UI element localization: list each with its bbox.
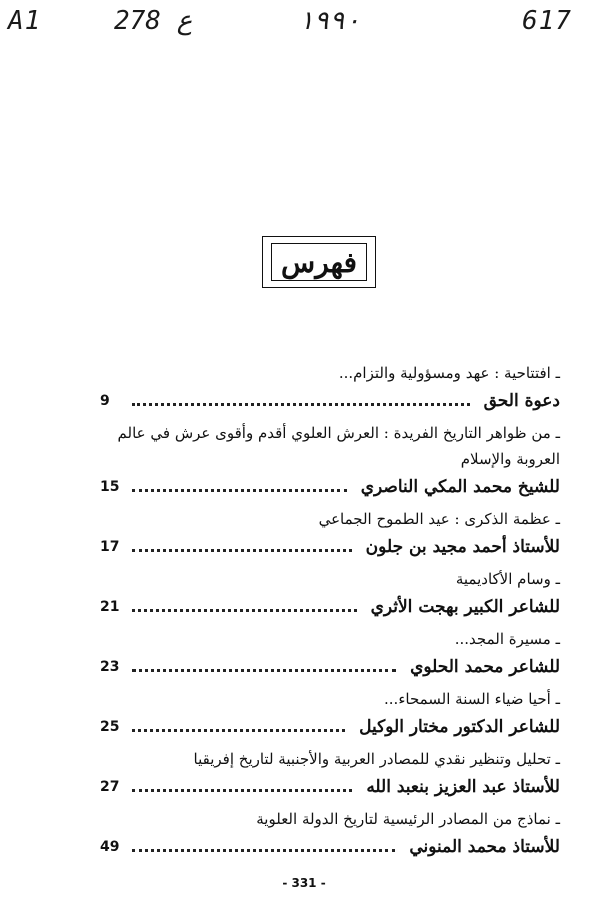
toc-entry-page: 25 — [100, 719, 120, 735]
toc-entry-page: 49 — [100, 839, 120, 855]
toc-entry-page: 21 — [100, 599, 120, 615]
toc-entry-description: ـ مسيرة المجد... — [454, 630, 560, 648]
toc-entry-description: ـ وسام الأكاديمية — [455, 570, 560, 588]
table-of-contents — [100, 360, 560, 862]
toc-entry-author: للأستاذ عبد العزيز بنعبد الله — [366, 777, 560, 797]
leader-dots — [132, 599, 357, 612]
leader-dots — [132, 719, 345, 732]
page-number-footer: - 331 - — [282, 876, 326, 890]
toc-entry-author: للشيخ محمد المكي الناصري — [360, 477, 560, 497]
toc-entry — [100, 420, 560, 502]
toc-entry-description: ـ أحيا ضياء السنة السمحاء... — [384, 690, 560, 708]
toc-entry-page: 15 — [100, 479, 120, 495]
toc-entry — [100, 746, 560, 802]
leader-dots — [132, 659, 396, 672]
toc-entry-author: للشاعر محمد الحلوي — [410, 657, 560, 677]
toc-entry-description: ـ من ظواهر التاريخ الفريدة : العرش العلوي أقدم وأقوى عرش في عالم العروبة والإسلام — [117, 424, 560, 468]
toc-entry — [100, 626, 560, 682]
toc-entry — [100, 686, 560, 742]
toc-entry-author: دعوة الحق — [483, 391, 560, 411]
leader-dots — [132, 779, 352, 792]
toc-entry-author: للأستاذ أحمد مجيد بن جلون — [365, 537, 560, 557]
toc-entry-author-line — [100, 832, 560, 862]
toc-entry — [100, 566, 560, 622]
title-frame — [262, 236, 376, 288]
toc-entry-description: ـ عظمة الذكرى : عيد الطموح الجماعي — [318, 510, 560, 528]
handwritten-code: 278 ع — [114, 6, 193, 36]
toc-entry-author-line — [100, 592, 560, 622]
toc-entry-description: ـ افتتاحية : عهد ومسؤولية والتزام... — [338, 364, 560, 382]
toc-entry-author-line — [100, 712, 560, 742]
toc-entry-author: للشاعر الدكتور مختار الوكيل — [359, 717, 560, 737]
toc-entry-author: للشاعر الكبير بهجت الأثري — [370, 597, 560, 617]
toc-entry-description: ـ تحليل وتنظير نقدي للمصادر العربية والأجنبية لتاريخ إفريقيا — [193, 750, 560, 768]
toc-entry-page: 23 — [100, 659, 120, 675]
toc-entry-author-line — [100, 532, 560, 562]
handwritten-year: ١٩٩٠ — [298, 6, 361, 36]
toc-entry-author-line — [100, 652, 560, 682]
handwritten-mark-left: A1 — [8, 6, 42, 36]
toc-entry — [100, 806, 560, 862]
leader-dots — [132, 393, 470, 406]
toc-entry-author-line — [100, 772, 560, 802]
toc-entry-author-line — [100, 386, 560, 416]
toc-entry-description: ـ نماذج من المصادر الرئيسية لتاريخ الدولة العلوية — [256, 810, 560, 828]
toc-entry-author: للأستاذ محمد المنوني — [409, 837, 560, 857]
handwritten-mark-right: 617 — [522, 6, 572, 36]
toc-entry-page: 9 — [100, 393, 110, 409]
toc-entry-page: 17 — [100, 539, 120, 555]
toc-entry — [100, 360, 560, 416]
page-title: فهرس — [271, 243, 367, 281]
leader-dots — [132, 479, 347, 492]
leader-dots — [132, 539, 352, 552]
toc-entry-page: 27 — [100, 779, 120, 795]
toc-entry — [100, 506, 560, 562]
toc-entry-author-line — [100, 472, 560, 502]
leader-dots — [132, 839, 395, 852]
